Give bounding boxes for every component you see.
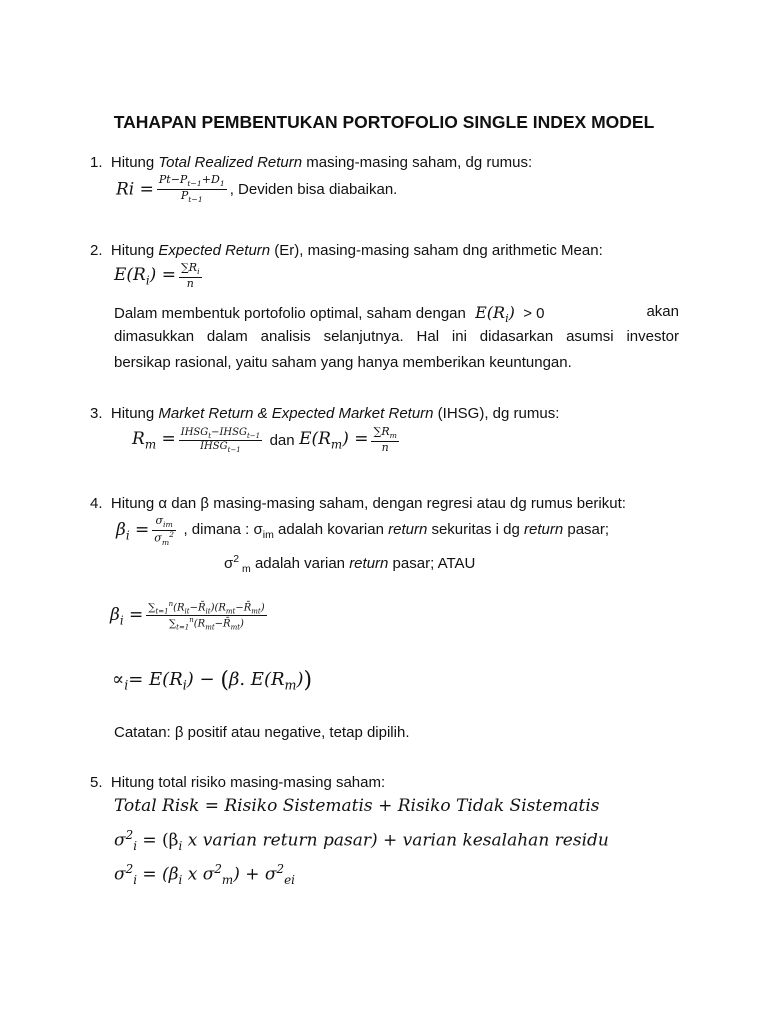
step-5-heading <box>90 774 385 791</box>
step-text: masing-masing saham, dg rumus: <box>302 154 533 171</box>
step-number: 2. <box>90 242 103 259</box>
step-text: Hitung <box>110 405 159 422</box>
step-text: (IHSG), dg rumus: <box>433 405 560 422</box>
formula-total-variance-symbolic: $\sigma^2_i = (\beta_i$ x $\sigma^2_m) + \sigma^2_{ei}$ <box>114 862 295 888</box>
step-2-paragraph-line-1: Dalam membentuk portofolio optimal, saham dengan $E(R_i) > 0$ akan <box>114 303 679 326</box>
document-title: TAHAPAN PEMBENTUKAN PORTOFOLIO SINGLE INDEX MODEL <box>113 112 655 132</box>
formula-total-variance: $\sigma^2_i = (\beta_i$ x varian return pasar) + varian kesalahan residu <box>114 828 609 854</box>
formula-total-risk: Total Risk = Risiko Sistematis + Risiko Tidak Sistematis <box>114 796 600 816</box>
step-3-heading <box>90 405 559 422</box>
step-2-paragraph-line-3: bersikap rasional, yaitu saham yang hanya memberikan keuntungan. <box>114 354 572 371</box>
step-text: Hitung total risiko masing-masing saham: <box>110 774 386 791</box>
step-2-paragraph-line-2: dimasukkan dalam analisis selanjutnya. Hal ini didasarkan asumsi investor <box>114 328 679 345</box>
step-number: 5. <box>90 774 103 791</box>
step-2-heading <box>90 242 603 259</box>
step-4-heading <box>90 495 626 512</box>
paragraph-text: Dalam membentuk portofolio optimal, saham dengan <box>114 305 466 322</box>
catatan-note: Catatan: β positif atau negative, tetap dipilih. <box>114 724 410 741</box>
formula-alpha: $\propto_i= E(R_i) - (\beta$. $E(R_m)$) <box>112 668 313 693</box>
step-text-italic: Total Realized Return <box>158 154 303 171</box>
step-number: 3. <box>90 405 103 422</box>
formula-expected-return: $E(R_i)$ = $\frac{\sum R_i}{n}$ <box>114 261 200 291</box>
step-text-italic: Market Return & Expected Market Return <box>158 405 434 422</box>
step-text: Hitung <box>110 154 159 171</box>
formula-beta-regression: $\beta_i$ = $\frac{\sum_{t=1}^n(R_{it}-R̄_{it})(R_{mt}-R̄_{mt})}{\sum_{t=1}^n(R_{mt}-R̄_{mt})}$ <box>110 600 265 632</box>
market-variance-definition: $\sigma^2$ $_m$ adalah varian return pasar; ATAU <box>224 553 476 575</box>
formula-beta-definition: $\beta_i$ = $\frac{\sigma_{im}}{\sigma_m^2}$ , dimana : $\sigma_{im}$ adalah kovarian return sekuritas i dg return pasar; <box>116 514 610 547</box>
step-number: 1. <box>90 154 103 171</box>
formula-note: , Deviden bisa diabaikan. <box>229 181 398 199</box>
formula-ri: Ri = $\frac{Pt-P_{t-1}+D_1}{P_{t-1}}$ , Deviden bisa diabaikan. <box>116 173 398 205</box>
step-1-heading <box>90 154 532 171</box>
formula-market-return: $R_m$ = $\frac{IHSG_t-IHSG_{t-1}}{IHSG_{t-1}}$ dan $E(R_m)$ = $\frac{\sum R_m}{n}$ <box>132 425 397 455</box>
step-text-italic: Expected Return <box>158 242 271 259</box>
beta-definition-text: , dimana : $\sigma_{im}$ adalah kovarian return sekuritas i dg return pasar; <box>183 521 610 542</box>
paragraph-text: akan <box>646 303 679 320</box>
step-text: Hitung <box>110 242 159 259</box>
step-number: 4. <box>90 495 103 512</box>
conjunction: dan <box>269 431 295 449</box>
step-text: (Er), masing-masing saham dng arithmetic Mean: <box>270 242 603 259</box>
step-text: Hitung α dan β masing-masing saham, dengan regresi atau dg rumus berikut: <box>110 495 626 512</box>
